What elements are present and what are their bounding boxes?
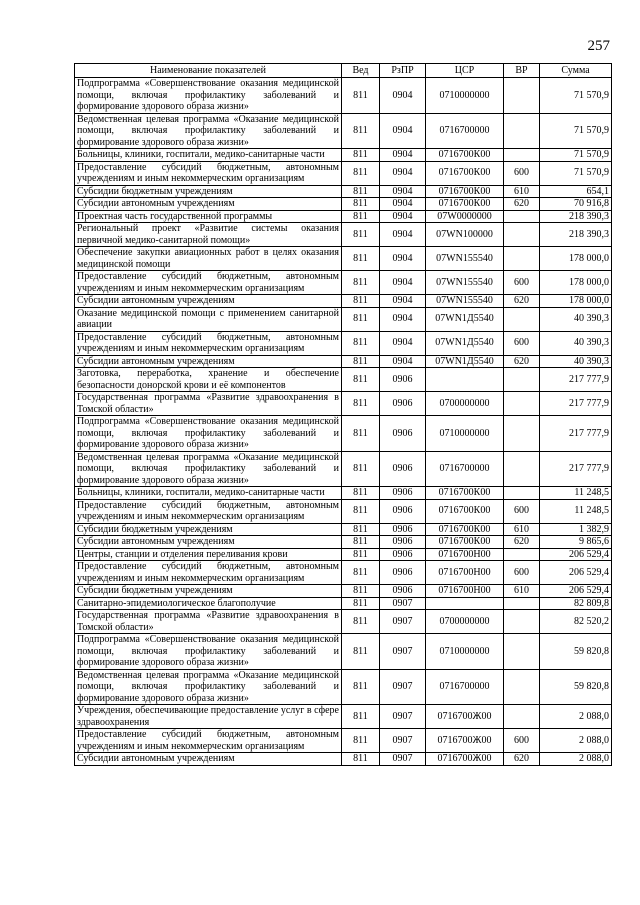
cell-sum: 206 529,4 [540, 561, 612, 585]
cell-csr: 0710000000 [426, 78, 504, 114]
cell-vr: 610 [504, 585, 540, 598]
cell-ved: 811 [342, 271, 380, 295]
cell-csr: 0716700Ж00 [426, 729, 504, 753]
cell-csr: 0716700К00 [426, 499, 504, 523]
budget-table [74, 63, 612, 766]
cell-name: Больницы, клиники, госпитали, медико-санитарные части [75, 487, 342, 500]
cell-name: Проектная часть государственной программы [75, 210, 342, 223]
cell-name: Подпрограмма «Совершенствование оказания медицинской помощи, включая профилактику заболеваний и формирование здорового образа жизни» [75, 78, 342, 114]
cell-rzpr: 0904 [380, 355, 426, 368]
cell-sum: 206 529,4 [540, 548, 612, 561]
table-row [75, 355, 612, 368]
cell-ved: 811 [342, 295, 380, 308]
cell-vr: 600 [504, 161, 540, 185]
cell-name: Государственная программа «Развитие здравоохранения в Томской области» [75, 610, 342, 634]
cell-vr: 610 [504, 523, 540, 536]
table-row [75, 585, 612, 598]
cell-vr: 620 [504, 295, 540, 308]
cell-ved: 811 [342, 548, 380, 561]
table-header-row [75, 64, 612, 78]
cell-vr [504, 705, 540, 729]
cell-ved: 811 [342, 561, 380, 585]
cell-name: Субсидии автономным учреждениям [75, 355, 342, 368]
cell-rzpr: 0906 [380, 523, 426, 536]
table-row [75, 295, 612, 308]
table-row [75, 331, 612, 355]
cell-name: Заготовка, переработка, хранение и обеспечение безопасности донорской крови и её компонентов [75, 368, 342, 392]
cell-vr: 620 [504, 198, 540, 211]
cell-name: Субсидии бюджетным учреждениям [75, 585, 342, 598]
cell-ved: 811 [342, 753, 380, 766]
cell-csr: 0716700000 [426, 669, 504, 705]
cell-vr: 600 [504, 499, 540, 523]
table-row [75, 753, 612, 766]
table-row [75, 185, 612, 198]
cell-ved: 811 [342, 331, 380, 355]
cell-csr: 07WN1Д5540 [426, 331, 504, 355]
cell-sum: 40 390,3 [540, 331, 612, 355]
cell-rzpr: 0906 [380, 548, 426, 561]
cell-name: Ведомственная целевая программа «Оказание медицинской помощи, включая профилактику заболеваний и формирование здорового образа жизни» [75, 113, 342, 149]
cell-sum: 70 916,8 [540, 198, 612, 211]
cell-rzpr: 0904 [380, 307, 426, 331]
table-row [75, 610, 612, 634]
cell-sum: 82 520,2 [540, 610, 612, 634]
cell-csr: 0716700Н00 [426, 561, 504, 585]
cell-vr [504, 78, 540, 114]
cell-ved: 811 [342, 78, 380, 114]
cell-sum: 9 865,6 [540, 536, 612, 549]
table-row [75, 597, 612, 610]
cell-name: Предоставление субсидий бюджетным, автономным учреждениям и иным некоммерческим организациям [75, 561, 342, 585]
cell-vr: 600 [504, 729, 540, 753]
cell-csr: 07W0000000 [426, 210, 504, 223]
cell-name: Предоставление субсидий бюджетным, автономным учреждениям и иным некоммерческим организациям [75, 499, 342, 523]
table-row [75, 149, 612, 162]
table-row [75, 223, 612, 247]
cell-ved: 811 [342, 729, 380, 753]
cell-csr: 0716700Ж00 [426, 705, 504, 729]
cell-ved: 811 [342, 416, 380, 452]
cell-vr [504, 597, 540, 610]
cell-sum: 2 088,0 [540, 729, 612, 753]
cell-name: Ведомственная целевая программа «Оказание медицинской помощи, включая профилактику заболеваний и формирование здорового образа жизни» [75, 669, 342, 705]
cell-rzpr: 0904 [380, 295, 426, 308]
cell-ved: 811 [342, 392, 380, 416]
cell-csr: 07WN155540 [426, 271, 504, 295]
cell-csr: 0716700К00 [426, 523, 504, 536]
table-row [75, 705, 612, 729]
cell-vr [504, 223, 540, 247]
cell-sum: 206 529,4 [540, 585, 612, 598]
column-header-name: Наименование показателей [75, 64, 342, 78]
cell-vr [504, 610, 540, 634]
cell-sum: 2 088,0 [540, 753, 612, 766]
cell-rzpr: 0906 [380, 585, 426, 598]
cell-csr: 07WN155540 [426, 247, 504, 271]
cell-rzpr: 0904 [380, 198, 426, 211]
cell-name: Региональный проект «Развитие системы оказания первичной медико-санитарной помощи» [75, 223, 342, 247]
cell-ved: 811 [342, 487, 380, 500]
table-row [75, 210, 612, 223]
cell-ved: 811 [342, 149, 380, 162]
cell-ved: 811 [342, 185, 380, 198]
cell-sum: 654,1 [540, 185, 612, 198]
cell-name: Субсидии автономным учреждениям [75, 753, 342, 766]
cell-name: Больницы, клиники, госпитали, медико-санитарные части [75, 149, 342, 162]
cell-ved: 811 [342, 669, 380, 705]
cell-name: Предоставление субсидий бюджетным, автономным учреждениям и иным некоммерческим организациям [75, 729, 342, 753]
table-row [75, 271, 612, 295]
cell-sum: 82 809,8 [540, 597, 612, 610]
cell-sum: 2 088,0 [540, 705, 612, 729]
column-header-csr: ЦСР [426, 64, 504, 78]
cell-name: Предоставление субсидий бюджетным, автономным учреждениям и иным некоммерческим организациям [75, 271, 342, 295]
table-row [75, 307, 612, 331]
cell-rzpr: 0904 [380, 161, 426, 185]
cell-ved: 811 [342, 610, 380, 634]
table-row [75, 368, 612, 392]
cell-ved: 811 [342, 307, 380, 331]
cell-sum: 71 570,9 [540, 113, 612, 149]
cell-sum: 218 390,3 [540, 210, 612, 223]
cell-vr [504, 113, 540, 149]
cell-rzpr: 0906 [380, 561, 426, 585]
cell-sum: 178 000,0 [540, 247, 612, 271]
cell-rzpr: 0907 [380, 610, 426, 634]
cell-vr: 600 [504, 271, 540, 295]
cell-ved: 811 [342, 198, 380, 211]
cell-sum: 71 570,9 [540, 149, 612, 162]
cell-ved: 811 [342, 247, 380, 271]
cell-rzpr: 0907 [380, 597, 426, 610]
cell-csr: 0700000000 [426, 392, 504, 416]
cell-sum: 218 390,3 [540, 223, 612, 247]
table-row [75, 548, 612, 561]
cell-name: Ведомственная целевая программа «Оказание медицинской помощи, включая профилактику заболеваний и формирование здорового образа жизни» [75, 451, 342, 487]
cell-name: Учреждения, обеспечивающие предоставление услуг в сфере здравоохранения [75, 705, 342, 729]
cell-csr: 07WN100000 [426, 223, 504, 247]
cell-sum: 217 777,9 [540, 451, 612, 487]
table-row [75, 113, 612, 149]
cell-rzpr: 0904 [380, 113, 426, 149]
cell-name: Центры, станции и отделения переливания крови [75, 548, 342, 561]
cell-rzpr: 0906 [380, 451, 426, 487]
cell-name: Субсидии автономным учреждениям [75, 198, 342, 211]
cell-csr: 0716700Н00 [426, 585, 504, 598]
cell-rzpr: 0907 [380, 705, 426, 729]
cell-rzpr: 0906 [380, 487, 426, 500]
cell-name: Подпрограмма «Совершенствование оказания медицинской помощи, включая профилактику заболеваний и формирование здорового образа жизни» [75, 416, 342, 452]
cell-sum: 178 000,0 [540, 295, 612, 308]
cell-rzpr: 0904 [380, 247, 426, 271]
table-row [75, 198, 612, 211]
cell-vr: 620 [504, 753, 540, 766]
table-row [75, 247, 612, 271]
cell-csr: 0716700Ж00 [426, 753, 504, 766]
table-row [75, 392, 612, 416]
cell-csr: 0716700К00 [426, 185, 504, 198]
cell-rzpr: 0906 [380, 536, 426, 549]
table-row [75, 669, 612, 705]
table-row [75, 416, 612, 452]
cell-ved: 811 [342, 499, 380, 523]
cell-sum: 217 777,9 [540, 368, 612, 392]
cell-ved: 811 [342, 368, 380, 392]
cell-csr [426, 597, 504, 610]
cell-sum: 11 248,5 [540, 499, 612, 523]
cell-ved: 811 [342, 523, 380, 536]
cell-sum: 178 000,0 [540, 271, 612, 295]
cell-ved: 811 [342, 536, 380, 549]
cell-csr: 0716700К00 [426, 161, 504, 185]
column-header-vr: ВР [504, 64, 540, 78]
cell-vr [504, 669, 540, 705]
cell-vr [504, 634, 540, 670]
cell-rzpr: 0904 [380, 149, 426, 162]
cell-rzpr: 0906 [380, 368, 426, 392]
cell-csr: 0716700000 [426, 113, 504, 149]
cell-vr [504, 368, 540, 392]
cell-csr: 0710000000 [426, 634, 504, 670]
cell-name: Обеспечение закупки авиационных работ в целях оказания медицинской помощи [75, 247, 342, 271]
cell-csr: 0716700Н00 [426, 548, 504, 561]
table-row [75, 536, 612, 549]
cell-vr [504, 392, 540, 416]
cell-csr: 0716700К00 [426, 536, 504, 549]
cell-vr [504, 149, 540, 162]
cell-csr: 07WN155540 [426, 295, 504, 308]
table-row [75, 634, 612, 670]
cell-sum: 40 390,3 [540, 355, 612, 368]
cell-ved: 811 [342, 451, 380, 487]
cell-ved: 811 [342, 705, 380, 729]
cell-vr [504, 548, 540, 561]
cell-vr: 620 [504, 536, 540, 549]
cell-sum: 11 248,5 [540, 487, 612, 500]
cell-sum: 59 820,8 [540, 669, 612, 705]
column-header-sum: Сумма [540, 64, 612, 78]
page-number: 257 [587, 38, 610, 54]
cell-csr: 0716700000 [426, 451, 504, 487]
cell-vr [504, 416, 540, 452]
cell-csr: 0700000000 [426, 610, 504, 634]
cell-rzpr: 0904 [380, 78, 426, 114]
cell-sum: 40 390,3 [540, 307, 612, 331]
cell-vr: 600 [504, 331, 540, 355]
cell-ved: 811 [342, 113, 380, 149]
cell-vr [504, 487, 540, 500]
cell-csr [426, 368, 504, 392]
cell-ved: 811 [342, 210, 380, 223]
table-row [75, 487, 612, 500]
cell-ved: 811 [342, 355, 380, 368]
cell-name: Субсидии автономным учреждениям [75, 295, 342, 308]
cell-ved: 811 [342, 634, 380, 670]
table-row [75, 161, 612, 185]
cell-vr [504, 451, 540, 487]
cell-rzpr: 0906 [380, 499, 426, 523]
cell-rzpr: 0904 [380, 223, 426, 247]
cell-ved: 811 [342, 161, 380, 185]
cell-vr [504, 307, 540, 331]
cell-sum: 1 382,9 [540, 523, 612, 536]
cell-ved: 811 [342, 597, 380, 610]
cell-vr: 620 [504, 355, 540, 368]
cell-csr: 0716700К00 [426, 198, 504, 211]
cell-csr: 07WN1Д5540 [426, 355, 504, 368]
cell-vr: 610 [504, 185, 540, 198]
cell-rzpr: 0904 [380, 185, 426, 198]
table-row [75, 729, 612, 753]
cell-rzpr: 0904 [380, 331, 426, 355]
cell-csr: 07WN1Д5540 [426, 307, 504, 331]
cell-rzpr: 0906 [380, 416, 426, 452]
cell-ved: 811 [342, 223, 380, 247]
cell-name: Субсидии автономным учреждениям [75, 536, 342, 549]
cell-rzpr: 0907 [380, 669, 426, 705]
cell-sum: 59 820,8 [540, 634, 612, 670]
table-row [75, 451, 612, 487]
cell-sum: 217 777,9 [540, 392, 612, 416]
cell-csr: 0716700К00 [426, 487, 504, 500]
cell-rzpr: 0907 [380, 634, 426, 670]
cell-sum: 71 570,9 [540, 161, 612, 185]
cell-name: Оказание медицинской помощи с применением санитарной авиации [75, 307, 342, 331]
cell-csr: 0716700К00 [426, 149, 504, 162]
column-header-ved: Вед [342, 64, 380, 78]
table-body [75, 78, 612, 766]
cell-name: Субсидии бюджетным учреждениям [75, 523, 342, 536]
cell-rzpr: 0906 [380, 392, 426, 416]
cell-name: Предоставление субсидий бюджетным, автономным учреждениям и иным некоммерческим организациям [75, 161, 342, 185]
cell-rzpr: 0904 [380, 271, 426, 295]
cell-name: Предоставление субсидий бюджетным, автономным учреждениям и иным некоммерческим организациям [75, 331, 342, 355]
table-row [75, 561, 612, 585]
cell-ved: 811 [342, 585, 380, 598]
cell-vr [504, 210, 540, 223]
table-row [75, 78, 612, 114]
cell-sum: 217 777,9 [540, 416, 612, 452]
cell-rzpr: 0907 [380, 753, 426, 766]
table-row [75, 499, 612, 523]
cell-name: Санитарно-эпидемиологическое благополучие [75, 597, 342, 610]
table-row [75, 523, 612, 536]
cell-name: Подпрограмма «Совершенствование оказания медицинской помощи, включая профилактику заболеваний и формирование здорового образа жизни» [75, 634, 342, 670]
cell-vr [504, 247, 540, 271]
cell-vr: 600 [504, 561, 540, 585]
column-header-rzpr: РзПР [380, 64, 426, 78]
cell-name: Государственная программа «Развитие здравоохранения в Томской области» [75, 392, 342, 416]
cell-rzpr: 0907 [380, 729, 426, 753]
cell-name: Субсидии бюджетным учреждениям [75, 185, 342, 198]
cell-sum: 71 570,9 [540, 78, 612, 114]
cell-rzpr: 0904 [380, 210, 426, 223]
cell-csr: 0710000000 [426, 416, 504, 452]
